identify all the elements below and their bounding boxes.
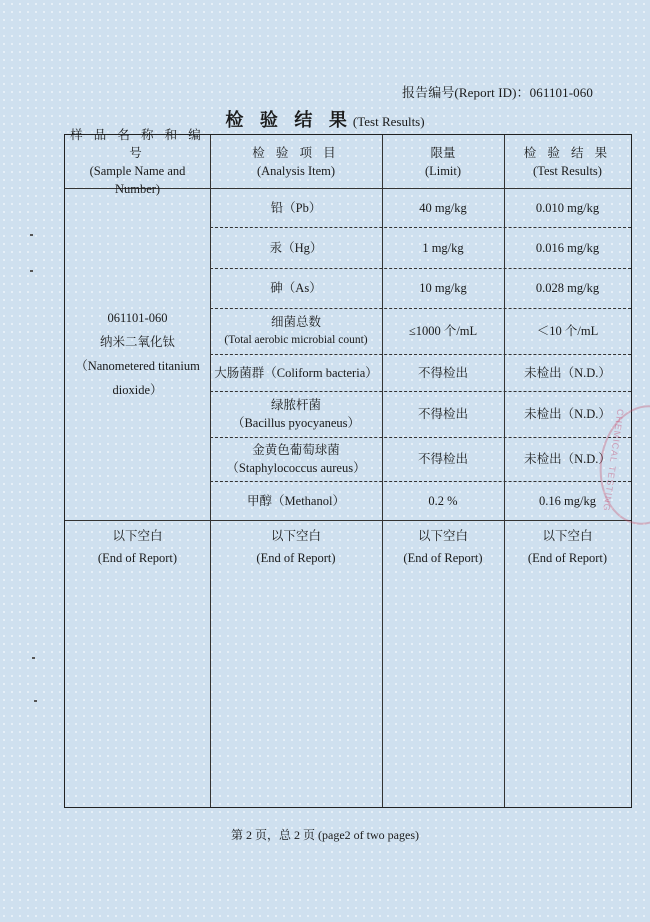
row-item: 铅（Pb） [270, 200, 322, 215]
end-zh: 以下空白 [270, 529, 321, 543]
row-item: 甲醇（Methanol） [247, 493, 345, 508]
scan-speck [32, 657, 35, 659]
header-result [504, 135, 631, 188]
header-sample-zh: 样 品 名 称 和 编 号 [70, 127, 205, 160]
title-en: (Test Results) [352, 114, 425, 129]
row-item: 细菌总数 [270, 315, 321, 329]
row-result: 0.16 mg/kg [539, 493, 596, 508]
end-of-report [504, 523, 631, 571]
row-result: 未检出（N.D.） [524, 365, 611, 380]
table-row [210, 481, 382, 520]
end-en: (End of Report) [527, 551, 608, 565]
end-of-report [65, 523, 210, 571]
sample-cell [65, 188, 210, 520]
row-item: 砷（As） [270, 281, 322, 295]
end-zh: 以下空白 [112, 529, 163, 543]
scan-speck [30, 270, 33, 272]
header-item-zh: 检 验 项 目 [252, 145, 340, 160]
row-result: ＜10 个/mL [536, 324, 599, 338]
end-of-report [382, 523, 504, 571]
sample-id: 061101-060 [107, 311, 168, 325]
row-item-en: (Total aerobic microbial count) [224, 334, 368, 346]
row-result: 未检出（N.D.） [524, 452, 611, 466]
table-row [210, 268, 382, 308]
header-limit-zh: 限量 [430, 145, 456, 160]
end-of-report [210, 523, 382, 571]
report-id: 报告编号(Report ID)：061101-060 [402, 85, 593, 100]
sample-name-en2: dioxide） [112, 383, 163, 397]
sample-name-en1: （Nanometered titanium [75, 359, 200, 373]
end-en: (End of Report) [256, 551, 336, 565]
end-en: (End of Report) [403, 551, 483, 565]
row-limit: 不得检出 [417, 407, 468, 421]
end-en: (End of Report) [97, 551, 178, 565]
row-result: 0.016 mg/kg [535, 240, 600, 255]
row-limit: 40 mg/kg [419, 200, 467, 215]
row-item: 汞（Hg） [269, 240, 323, 255]
row-limit: 1 mg/kg [422, 240, 464, 255]
header-sample [65, 127, 210, 196]
header-sample-en2: Number) [114, 181, 161, 196]
row-item-en: （Bacillus pyocyaneus） [231, 416, 361, 430]
header-result-zh: 检 验 结 果 [523, 145, 612, 160]
scan-speck [34, 700, 37, 702]
end-zh: 以下空白 [542, 529, 593, 543]
results-table [64, 127, 632, 808]
row-result: 0.010 mg/kg [535, 200, 600, 215]
sample-name-zh: 纳米二氧化钛 [99, 335, 175, 349]
row-limit: 0.2 % [428, 493, 458, 508]
header-item [210, 135, 382, 188]
row-limit: 10 mg/kg [419, 281, 467, 295]
end-zh: 以下空白 [417, 529, 468, 543]
row-limit: 不得检出 [417, 452, 468, 466]
table-row [210, 391, 382, 437]
table-row [210, 437, 382, 481]
row-limit: ≤1000 个/mL [408, 324, 478, 338]
table-row [210, 354, 382, 391]
row-item: 大肠菌群（Coliform bacteria） [214, 365, 378, 380]
header-item-en: (Analysis Item) [256, 163, 336, 178]
end-divider [65, 520, 631, 521]
table-row [210, 188, 382, 227]
stamp-text: CHEMICAL TESTING [601, 408, 626, 513]
row-item: 绿脓杆菌 [270, 398, 321, 412]
table-row [210, 227, 382, 268]
header-result-en: (Test Results) [533, 163, 602, 178]
row-result: 未检出（N.D.） [524, 407, 611, 421]
header-sample-en1: (Sample Name and [89, 163, 186, 178]
table-row [210, 308, 382, 354]
title-zh: 检 验 结 果 [225, 110, 353, 130]
row-result: 0.028 mg/kg [535, 281, 600, 295]
header-limit [382, 135, 504, 188]
row-item: 金黄色葡萄球菌 [252, 443, 340, 457]
header-limit-en: (Limit) [424, 163, 462, 178]
scan-speck [30, 234, 33, 236]
row-item-en: （Staphylococcus aureus） [226, 461, 366, 475]
row-limit: 不得检出 [417, 365, 468, 380]
page-footer: 第 2 页，总 2 页 (page2 of two pages) [231, 828, 419, 842]
